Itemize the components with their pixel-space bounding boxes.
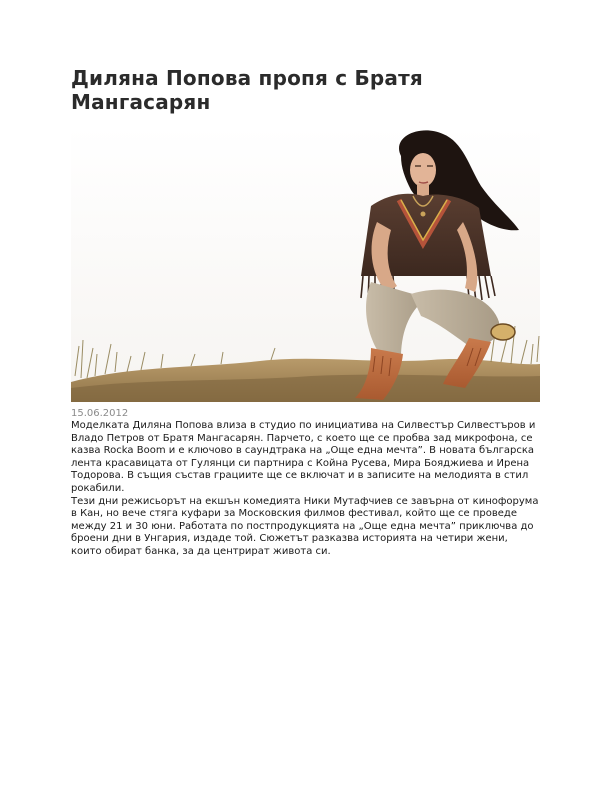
article xyxy=(71,66,541,559)
article-paragraph: Моделката Диляна Попова влиза в студио по инициатива на Силвестър Силвестъров и Владо Петров от Братя Мангасарян. Парчето, с което ще се пробва зад микрофона, се казва Rocka Boom и е ключово в саундтрака на „Още една мечта”. В новата българска лента красавицата от Гулянци си партнира с Койна Русева, Мира Бояджиева и Ирена Тодорова. В същия състав грациите ще се включат и в записите на мелодията в стил рокабили. xyxy=(71,420,536,494)
article-paragraph: Тези дни режисьорът на екшън комедията Ники Мутафчиев се завърна от кинофорума в Кан, но вече стяга куфари за Московския филмов фестивал, който ще се проведе между 21 и 30 юни. Работата по постпродукцията на „Още една мечта” приключва до броени дни в Унгария, издаде той. Сюжетът разказва историята на четири жени, които обират банка, за да центрират живота си. xyxy=(71,495,539,557)
article-title: Диляна Попова пропя с Братя Мангасарян xyxy=(71,66,423,114)
article-date: 15.06.2012 xyxy=(71,408,129,419)
article-photo xyxy=(71,126,540,402)
article-body xyxy=(71,420,541,559)
